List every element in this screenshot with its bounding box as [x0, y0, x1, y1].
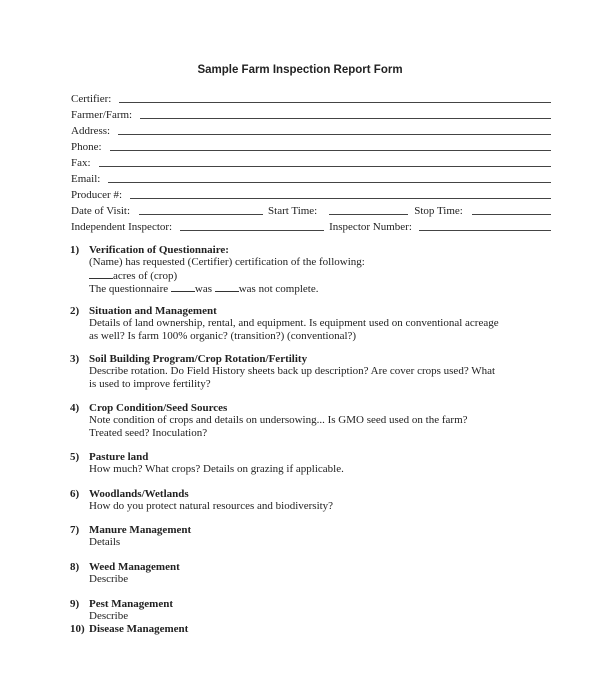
phone-field[interactable] — [110, 150, 551, 151]
section-title: Pest Management — [89, 598, 174, 610]
section-6 — [70, 488, 550, 513]
section-title: Situation and Management — [89, 305, 217, 317]
start-time-label: Start Time: — [268, 205, 318, 217]
section-title: Woodlands/Wetlands — [89, 488, 189, 500]
was-blank[interactable] — [171, 282, 195, 292]
section-text: Details of land ownership, rental, and equipment. Is equipment used on conventional acreage — [89, 317, 499, 330]
date-of-visit-label: Date of Visit: — [71, 205, 131, 217]
section-number: 10) — [70, 623, 85, 635]
section-7 — [70, 524, 550, 549]
section-text: Describe — [89, 610, 129, 623]
stop-time-label: Stop Time: — [414, 205, 463, 217]
independent-inspector-label: Independent Inspector: — [71, 221, 173, 233]
section-number: 5) — [70, 451, 80, 463]
start-time-field[interactable] — [329, 214, 408, 215]
independent-inspector-field[interactable] — [180, 230, 324, 231]
section-text: How much? What crops? Details on grazing if applicable. — [89, 463, 344, 476]
section-title: Weed Management — [89, 561, 180, 573]
farmer-row — [71, 107, 551, 121]
section-10 — [70, 623, 550, 635]
section-text: Note condition of crops and details on undersowing... Is GMO seed used on the farm? — [89, 414, 468, 427]
visit-row — [71, 203, 551, 217]
phone-label: Phone: — [71, 141, 102, 153]
section-text: Describe — [89, 573, 129, 586]
section-text: was not complete. — [238, 283, 319, 296]
section-text: Treated seed? Inoculation? — [89, 426, 208, 439]
stop-time-field[interactable] — [472, 214, 551, 215]
inspector-row — [71, 219, 551, 233]
section-text: The questionnaire — [89, 283, 169, 296]
section-number: 7) — [70, 524, 80, 536]
section-text: as well? Is farm 100% organic? (transition?) (conventional?) — [89, 329, 357, 342]
section-5 — [70, 451, 550, 476]
section-number: 1) — [70, 244, 80, 256]
farmer-label: Farmer/Farm: — [71, 109, 133, 121]
producer-label: Producer #: — [71, 189, 123, 201]
phone-row — [71, 139, 551, 153]
email-row — [71, 171, 551, 185]
email-label: Email: — [71, 173, 101, 185]
section-text: was — [194, 283, 212, 296]
email-field[interactable] — [108, 182, 551, 183]
section-title: Manure Management — [89, 524, 192, 536]
section-9 — [70, 598, 550, 623]
section-title: Soil Building Program/Crop Rotation/Fertility — [89, 353, 308, 365]
section-number: 9) — [70, 598, 80, 610]
producer-row — [71, 187, 551, 201]
inspector-number-field[interactable] — [419, 230, 551, 231]
section-number: 8) — [70, 561, 80, 573]
section-1 — [70, 244, 550, 296]
section-text: Details — [89, 536, 121, 549]
section-text: is used to improve fertility? — [89, 377, 211, 390]
address-label: Address: — [71, 125, 111, 137]
farmer-field[interactable] — [140, 118, 551, 119]
acres-blank[interactable] — [89, 269, 113, 279]
producer-field[interactable] — [130, 198, 551, 199]
form-title: Sample Farm Inspection Report Form — [197, 64, 403, 76]
section-4 — [70, 402, 550, 439]
was-not-blank[interactable] — [215, 282, 239, 292]
fax-label: Fax: — [71, 157, 91, 169]
section-text: Describe rotation. Do Field History sheets back up description? Are cover crops used? What — [89, 365, 496, 378]
address-field[interactable] — [118, 134, 551, 135]
fax-field[interactable] — [99, 166, 551, 167]
fax-row — [71, 155, 551, 169]
section-title: Crop Condition/Seed Sources — [89, 402, 228, 414]
inspector-number-label: Inspector Number: — [329, 221, 412, 233]
section-text: How do you protect natural resources and biodiversity? — [89, 500, 334, 513]
address-row — [71, 123, 551, 137]
section-3 — [70, 353, 550, 390]
certifier-row — [71, 91, 551, 105]
certifier-label: Certifier: — [71, 93, 112, 105]
section-text: (Name) has requested (Certifier) certification of the following: — [89, 256, 365, 269]
certifier-field[interactable] — [119, 102, 551, 103]
section-2 — [70, 305, 550, 342]
section-number: 6) — [70, 488, 80, 500]
section-number: 3) — [70, 353, 80, 365]
date-of-visit-field[interactable] — [139, 214, 263, 215]
section-title: Disease Management — [89, 623, 189, 635]
section-number: 2) — [70, 305, 80, 317]
section-title: Pasture land — [89, 451, 149, 463]
section-text: acres of (crop) — [113, 269, 178, 282]
section-8 — [70, 561, 550, 586]
section-number: 4) — [70, 402, 80, 414]
section-title: Verification of Questionnaire: — [89, 244, 229, 256]
